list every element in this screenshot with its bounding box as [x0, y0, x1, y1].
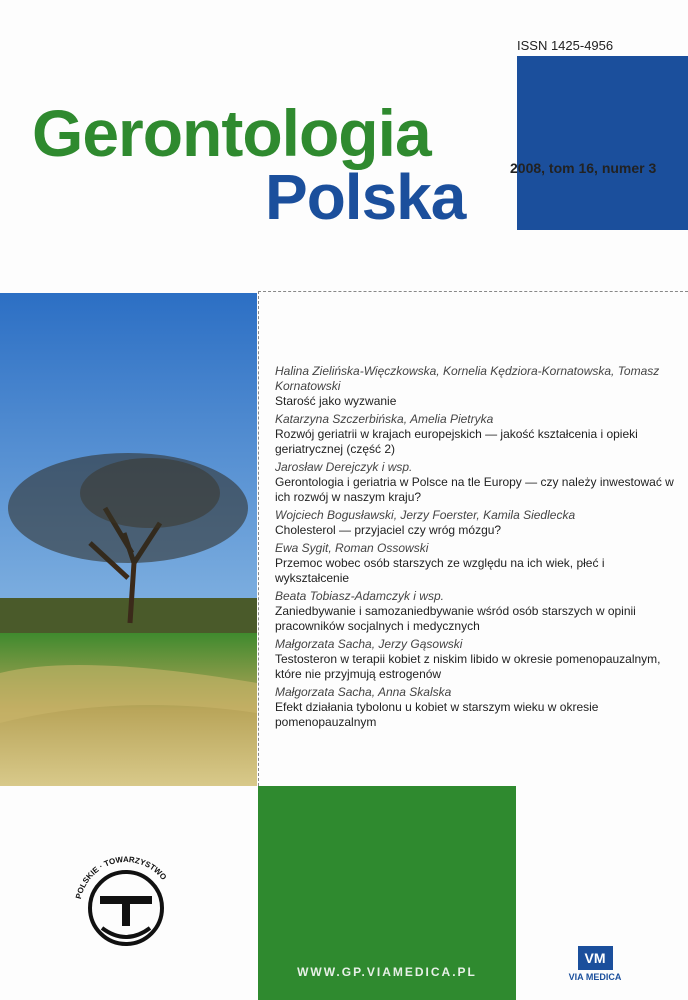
svg-text:POLSKIE · TOWARZYSTWO: POLSKIE · TOWARZYSTWO	[73, 855, 169, 900]
toc-entry	[275, 685, 680, 730]
toc-entry	[275, 364, 680, 409]
toc-authors: Małgorzata Sacha, Anna Skalska	[275, 685, 452, 699]
toc-authors: Ewa Sygit, Roman Ossowski	[275, 541, 429, 555]
blue-color-block	[517, 56, 688, 230]
toc-title: Przemoc wobec osób starszych ze względu na ich wiek, płeć i wykształcenie	[275, 556, 605, 585]
toc-entry	[275, 589, 680, 634]
toc-authors: Beata Tobiasz-Adamczyk i wsp.	[275, 589, 444, 603]
publisher-mark: VM	[578, 946, 613, 970]
toc-title: Efekt działania tybolonu u kobiet w starszym wieku w okresie pomenopauzalnym	[275, 700, 599, 729]
issn: ISSN 1425-4956	[517, 38, 614, 53]
toc-authors: Wojciech Bogusławski, Jerzy Foerster, Kamila Siedlecka	[275, 508, 576, 522]
issue-info: 2008, tom 16, numer 3	[510, 160, 657, 176]
journal-url[interactable]: WWW.GP.VIAMEDICA.PL	[297, 965, 477, 979]
toc-entry	[275, 508, 680, 538]
society-logo	[66, 848, 186, 968]
toc-entry	[275, 412, 680, 457]
journal-title-line1: Gerontologia	[32, 96, 431, 170]
toc-authors: Halina Zielińska-Więczkowska, Kornelia Kędziora-Kornatowska, Tomasz Kornatowski	[275, 364, 660, 393]
toc-entry	[275, 460, 680, 505]
toc-title: Testosteron w terapii kobiet z niskim libido w okresie pomenopauzalnym, które nie przyjmują estrogenów	[275, 652, 661, 681]
toc-title: Zaniedbywanie i samozaniedbywanie wśród osób starszych w opinii pracowników socjalnych i medycznych	[275, 604, 636, 633]
cover-photo-tree	[0, 293, 257, 786]
horizontal-divider	[258, 291, 688, 292]
toc-authors: Katarzyna Szczerbińska, Amelia Pietryka	[275, 412, 494, 426]
toc-entry	[275, 637, 680, 682]
toc-authors: Jarosław Derejczyk i wsp.	[275, 460, 413, 474]
publisher-logo	[560, 946, 630, 982]
toc-title: Gerontologia i geriatria w Polsce na tle Europy — czy należy inwestować w ich rozwój w naszym kraju?	[275, 475, 674, 504]
table-of-contents	[275, 364, 680, 733]
publisher-name: VIA MEDICA	[568, 972, 622, 982]
toc-title: Cholesterol — przyjaciel czy wróg mózgu?	[275, 523, 502, 537]
toc-entry	[275, 541, 680, 586]
toc-authors: Małgorzata Sacha, Jerzy Gąsowski	[275, 637, 463, 651]
toc-title: Rozwój geriatrii w krajach europejskich — jakość kształcenia i opieki geriatrycznej (część 2)	[275, 427, 638, 456]
toc-title: Starość jako wyzwanie	[275, 394, 397, 408]
vertical-divider	[258, 291, 259, 786]
journal-title-line2: Polska	[265, 161, 466, 233]
